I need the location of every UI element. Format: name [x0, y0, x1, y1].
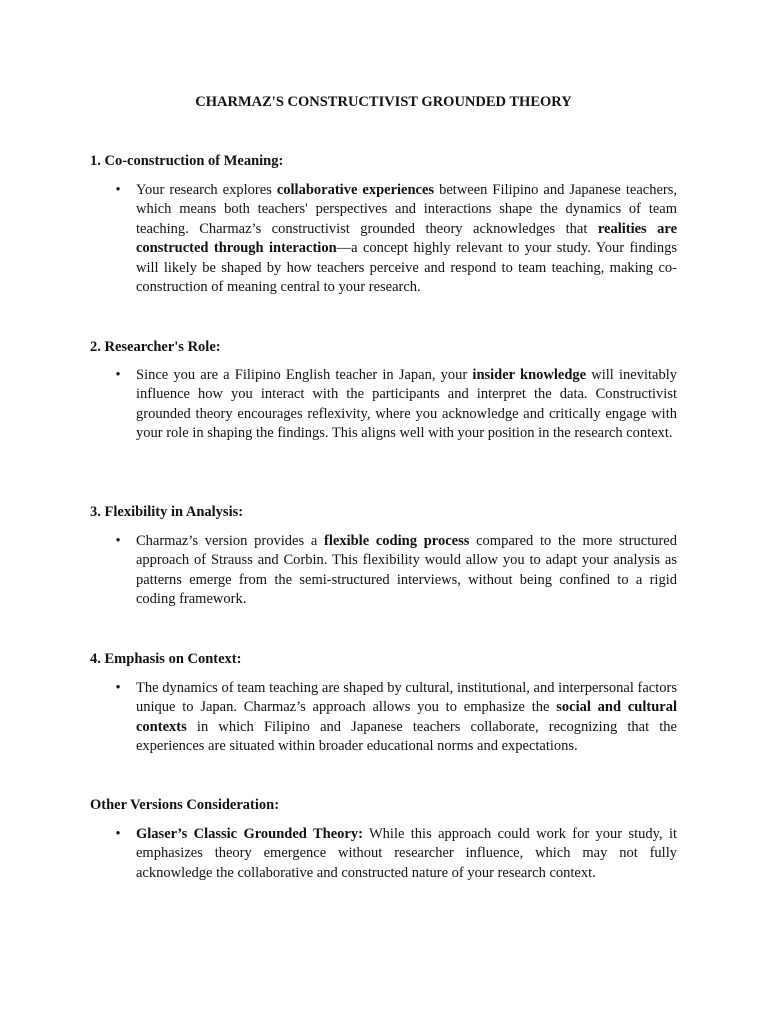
section-heading-researcher-role: 2. Researcher's Role: — [90, 339, 221, 355]
document-title: CHARMAZ'S CONSTRUCTIVIST GROUNDED THEORY — [195, 94, 572, 110]
bullet-item-co-construction — [115, 181, 678, 297]
bold-span: Glaser’s Classic Grounded Theory: — [136, 826, 363, 842]
text-span: in which Filipino and Japanese teachers collaborate, recognizing that the experiences are situated within broader educational norms and expectations. — [136, 718, 677, 755]
bullet-item-researcher-role — [115, 366, 677, 444]
bold-span: insider knowledge — [472, 367, 587, 383]
bullet-icon: • — [115, 367, 121, 383]
bullet-icon: • — [115, 182, 121, 198]
text-span: The dynamics of team teaching are shaped by cultural, institutional, and interpersonal factors unique to Japan. Charmaz’s approach allows you to emphasize the — [136, 680, 677, 716]
text-span: —a concept highly relevant to your study. Your findings will likely be shaped by how teachers perceive and respond to team teaching, making co-construction of meaning central to your research. — [136, 240, 677, 296]
bullet-icon: • — [115, 826, 121, 842]
text-span: Your research explores — [136, 182, 277, 198]
bullet-item-context — [115, 679, 677, 757]
text-span: compared to the more structured approach of Strauss and Corbin. This flexibility would allow you to adapt your analysis as patterns emerge from the semi-structured interviews, without being confined to a rigid coding framework. — [136, 533, 677, 608]
bullet-icon: • — [115, 680, 121, 696]
text-span: Charmaz’s version provides a — [136, 533, 325, 549]
bold-span: flexible coding process — [324, 533, 470, 549]
text-span: Since you are a Filipino English teacher in Japan, your — [136, 367, 473, 383]
text-span: will inevitably influence how you interact with the participants and interpret the data. Constructivist grounded theory encourages reflexivity, where you acknowledge and critically engage with your role in shaping the findings. This aligns well with your position in the research context. — [136, 367, 677, 442]
text-span: between Filipino and Japanese teachers, which means both teachers' perspectives and interactions shape the dynamics of team teaching. Charmaz’s constructivist grounded theory acknowledges that — [136, 182, 678, 237]
bold-span: social and cultural contexts — [136, 699, 677, 735]
text-span: While this approach could work for your study, it emphasizes theory emergence without researcher influence, which may not fully acknowledge the collaborative and constructed nature of your research context. — [136, 826, 677, 881]
bullet-icon: • — [115, 533, 121, 549]
section-heading-co-construction: 1. Co-construction of Meaning: — [90, 153, 284, 169]
section-heading-context: 4. Emphasis on Context: — [90, 651, 242, 667]
bullet-item-flexibility — [115, 532, 677, 610]
section-heading-other-versions: Other Versions Consideration: — [90, 797, 280, 813]
section-heading-flexibility: 3. Flexibility in Analysis: — [90, 504, 244, 520]
bullet-item-glaser — [115, 825, 677, 883]
bold-span: realities are constructed through interaction — [136, 220, 678, 257]
bold-span: collaborative experiences — [276, 182, 435, 198]
